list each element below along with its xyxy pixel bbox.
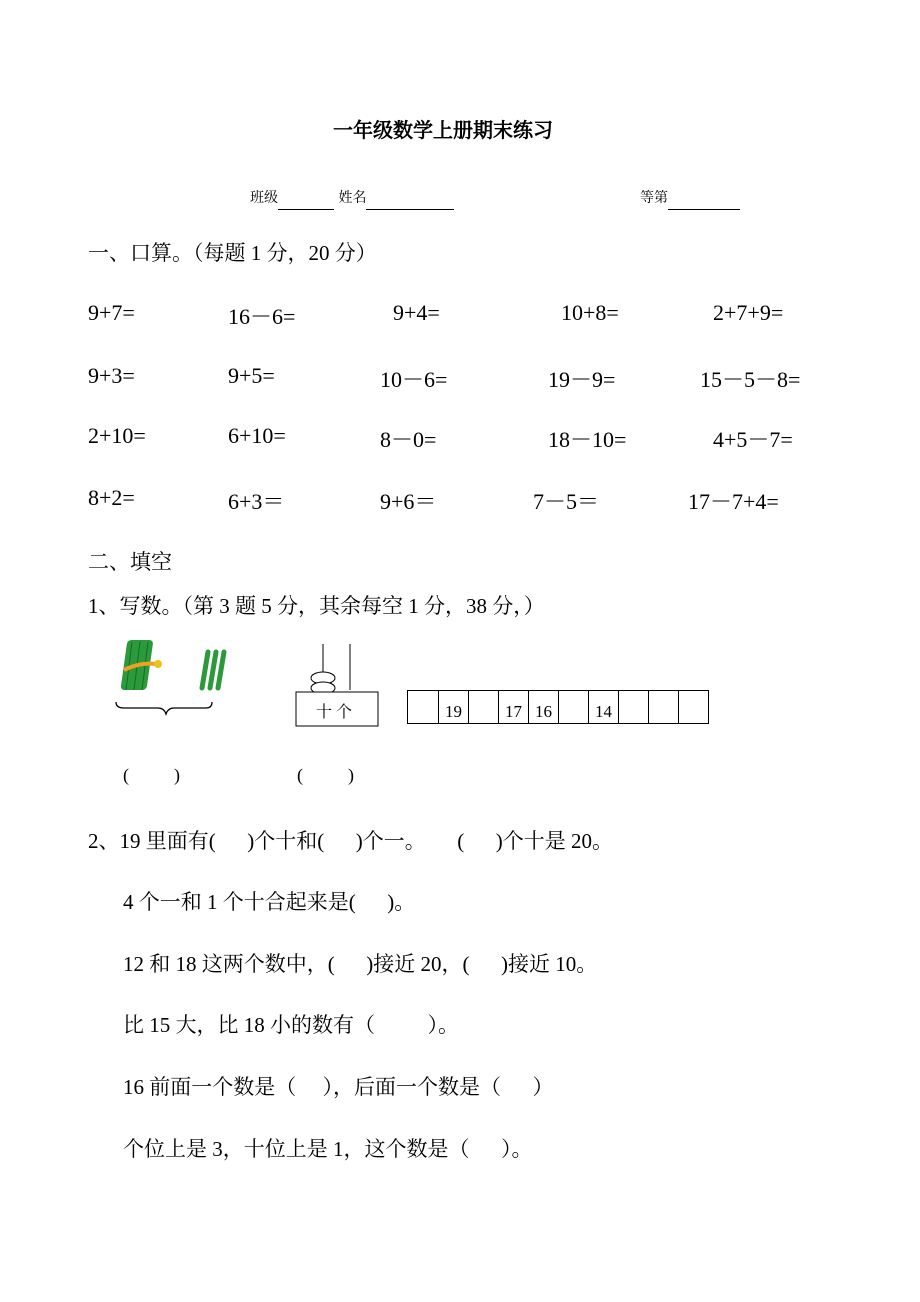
question-1: 1、写数。（第 3 题 5 分，其余每空 1 分，38 分，） (88, 594, 545, 618)
exercise: 9+3= (88, 363, 135, 388)
exercise: 10+8= (561, 300, 619, 325)
class-blank[interactable] (278, 195, 334, 210)
exercise: 2+7+9= (713, 300, 784, 325)
exercise: 10－6= (380, 367, 448, 392)
grade-field (640, 186, 740, 210)
question-2-line: 比 15 大，比 18 小的数有（ ）。 (123, 1013, 459, 1037)
exercise: 9+5= (228, 363, 275, 388)
exercise: 19－9= (548, 367, 616, 392)
sequence-cell[interactable] (468, 691, 498, 723)
answer-blank-abacus[interactable]: ( ) (297, 765, 354, 785)
exercise: 7－5＝ (533, 489, 600, 514)
exercise: 4+5－7= (713, 427, 793, 452)
class-field (250, 186, 454, 210)
abacus-label: 十 个 (316, 704, 353, 721)
grade-blank[interactable] (668, 195, 740, 210)
question-2-line: 4 个一和 1 个十合起来是( )。 (123, 890, 416, 914)
sticks-illustration (110, 636, 230, 716)
exercise: 17－7+4= (688, 489, 779, 514)
name-blank[interactable] (366, 195, 454, 210)
question-2-line: 12 和 18 这两个数中，( )接近 20，( )接近 10。 (123, 952, 598, 976)
question-2-line: 2、19 里面有( )个十和( )个一。 ( )个十是 20。 (88, 829, 613, 853)
exercise: 6+3＝ (228, 489, 285, 514)
name-label: 姓名 (338, 190, 367, 206)
sequence-cell[interactable] (558, 691, 588, 723)
sequence-cell[interactable] (678, 691, 708, 723)
exercise: 6+10= (228, 423, 286, 448)
sequence-cell: 14 (588, 691, 618, 723)
exercise: 9+6＝ (380, 489, 437, 514)
brace-icon (116, 702, 212, 714)
page-title: 一年级数学上册期末练习 (333, 118, 553, 142)
sequence-cell[interactable] (618, 691, 648, 723)
sequence-cell: 17 (498, 691, 528, 723)
sequence-cell[interactable] (408, 691, 438, 723)
number-sequence (407, 690, 709, 724)
grade-label: 等第 (640, 190, 668, 206)
class-label: 班级 (250, 190, 278, 206)
exercise: 2+10= (88, 423, 146, 448)
question-2-line: 16 前面一个数是（ ），后面一个数是（ ） (123, 1075, 554, 1099)
sequence-cell: 19 (438, 691, 468, 723)
sequence-cell: 16 (528, 691, 558, 723)
exercise: 9+7= (88, 300, 135, 325)
answer-blank-sticks[interactable]: ( ) (123, 765, 180, 785)
exercise: 15－5－8= (700, 367, 801, 392)
sequence-cell[interactable] (648, 691, 678, 723)
question-2-line: 个位上是 3，十位上是 1，这个数是（ ）。 (123, 1137, 533, 1161)
exercise: 8－0= (380, 427, 437, 452)
exercise: 9+4= (393, 300, 440, 325)
section2-heading: 二、填空 (88, 550, 172, 574)
single-sticks-icon (202, 652, 224, 688)
stick-bundle-icon (120, 640, 162, 690)
exercise: 8+2= (88, 485, 135, 510)
section1-heading: 一、口算。（每题 1 分，20 分） (88, 241, 377, 265)
exercise: 16－6= (228, 304, 296, 329)
exercise: 18－10= (548, 427, 627, 452)
